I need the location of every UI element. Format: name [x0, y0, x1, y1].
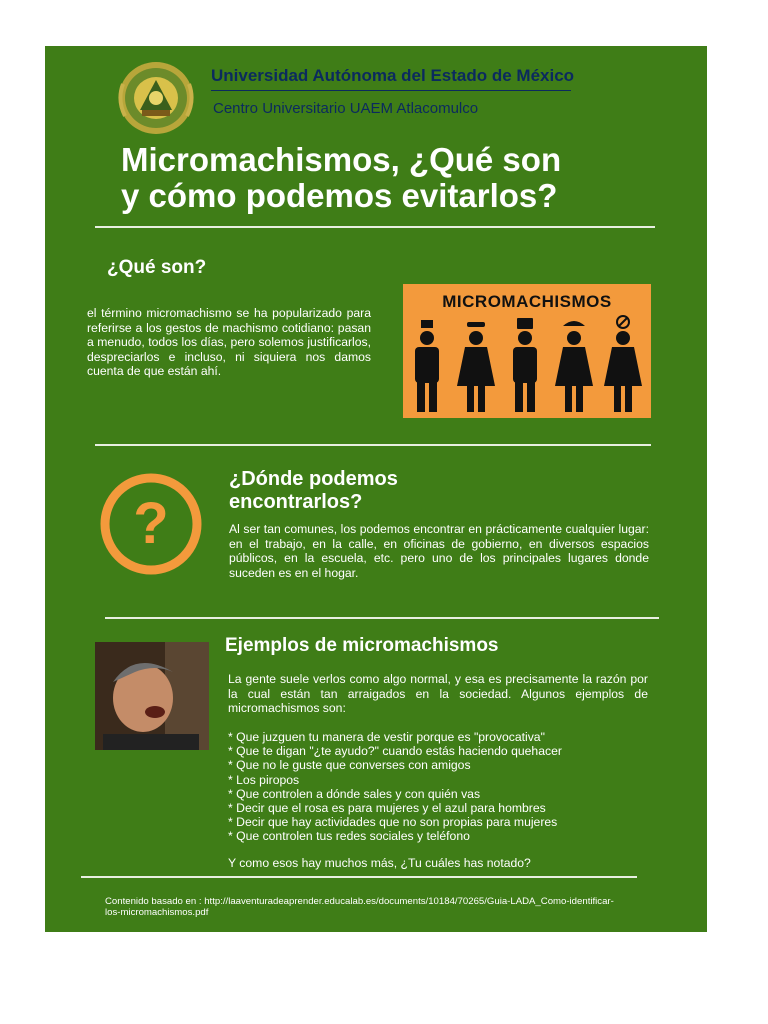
example-item: * Decir que hay actividades que no son propias para mujeres	[228, 815, 648, 829]
source-footer: Contenido basado en : http://laaventuradeaprender.educalab.es/documents/10184/70265/Guia-LADA_Como-identificar-los-micromachismos.pdf	[105, 896, 614, 918]
angry-man-photo	[95, 642, 209, 750]
university-seal-icon	[117, 60, 195, 136]
section-heading-donde	[229, 468, 398, 514]
page-title	[121, 142, 681, 214]
divider-4	[81, 876, 637, 878]
example-item: * Los piropos	[228, 773, 648, 787]
heading-donde-line-2: encontrarlos?	[229, 491, 363, 513]
example-item: * Decir que el rosa es para mujeres y el azul para hombres	[228, 801, 648, 815]
question-mark-glyph: ?	[133, 491, 169, 556]
title-line-1: Micromachismos, ¿Qué son	[121, 141, 562, 178]
section-text-que-son: el término micromachismo se ha popularizado para referirse a los gestos de machismo cotidiano: pasan a menudo, todos los días, pero solemos justificarlos, despreciarlos e incluso, ni siquiera nos damos cuenta de que están ahí.	[87, 306, 371, 378]
heading-donde-line-1: ¿Dónde podemos	[229, 468, 398, 490]
example-item: * Que te digan "¿te ayudo?" cuando estás haciendo quehacer	[228, 744, 648, 758]
section-text-donde: Al ser tan comunes, los podemos encontrar en prácticamente cualquier lugar: en el trabajo, en la calle, en oficinas de gobierno, en diversos espacios públicos, en la escuela, etc. pero uno de los principales lugares donde suceden es en el hogar.	[229, 522, 649, 580]
example-item: * Que juzguen tu manera de vestir porque es "provocativa"	[228, 730, 648, 744]
micromachismos-illustration	[403, 284, 651, 418]
divider-1	[95, 226, 655, 228]
examples-list	[228, 730, 648, 844]
closing-question: Y como esos hay muchos más, ¿Tu cuáles has notado?	[228, 856, 531, 870]
divider-2	[95, 444, 651, 446]
university-name: Universidad Autónoma del Estado de México	[211, 66, 575, 85]
people-figures-icon	[403, 314, 651, 418]
poster	[45, 46, 707, 932]
title-line-2: y cómo podemos evitarlos?	[121, 177, 558, 214]
section-heading-ejemplos: Ejemplos de micromachismos	[225, 635, 499, 656]
example-item: * Que controlen a dónde sales y con quién vas	[228, 787, 648, 801]
section-heading-que-son: ¿Qué son?	[107, 257, 207, 278]
example-item: * Que no le guste que converses con amigos	[228, 758, 648, 772]
section-text-ejemplos-intro: La gente suele verlos como algo normal, y esa es precisamente la razón por la cual están tan arraigados en la sociedad. Algunos ejemplos de micromachismos son:	[228, 672, 648, 715]
center-name: Centro Universitario UAEM Atlacomulco	[213, 100, 479, 117]
illustration-title: MICROMACHISMOS	[442, 292, 612, 311]
example-item: * Que controlen tus redes sociales y teléfono	[228, 829, 648, 843]
divider-3	[105, 617, 659, 619]
header-divider	[211, 90, 571, 91]
